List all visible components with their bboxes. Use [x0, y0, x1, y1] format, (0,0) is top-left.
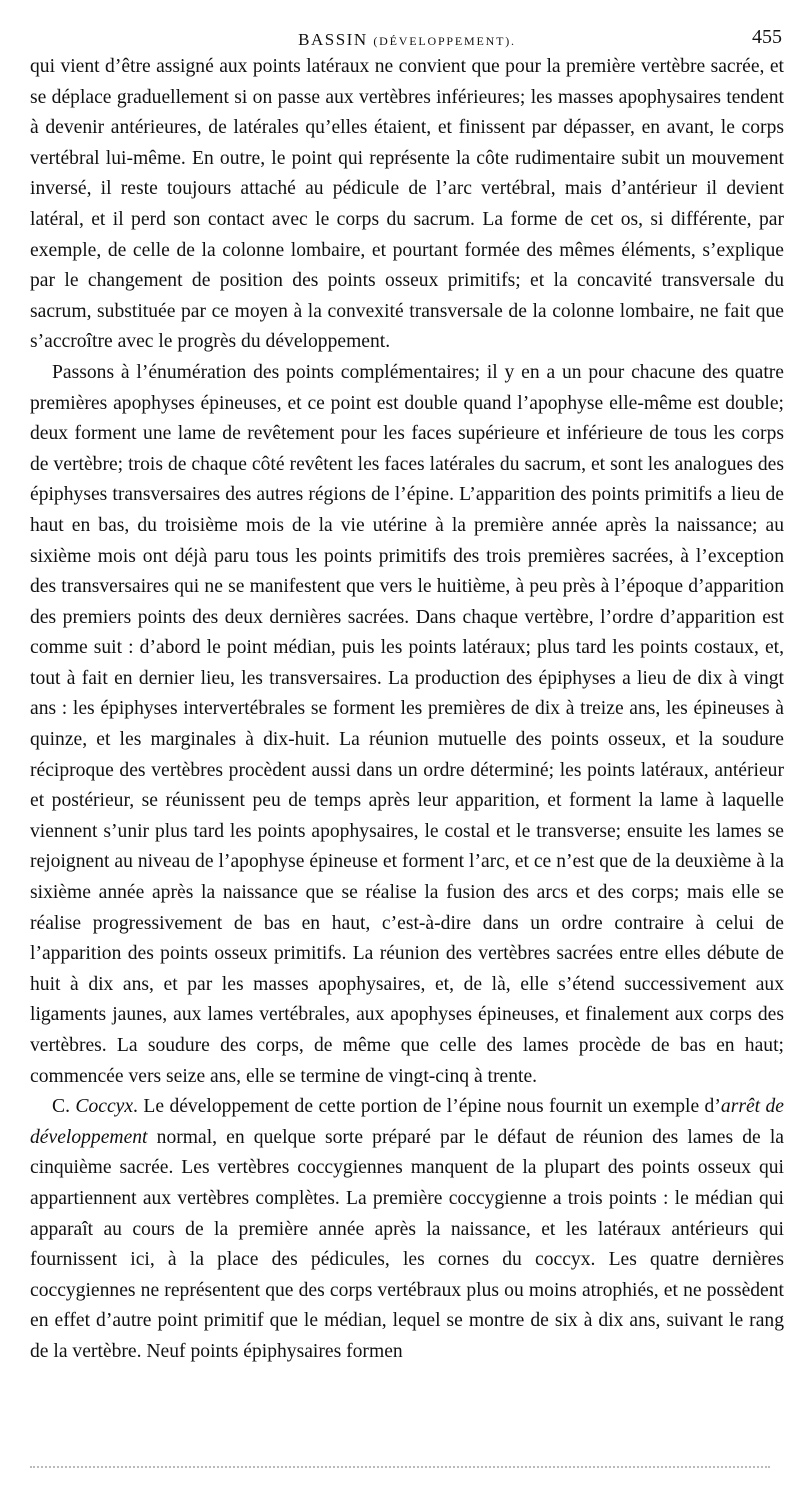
page-bottom-specks	[30, 1466, 770, 1472]
paragraph-3-section-title: Coccyx	[75, 1096, 134, 1118]
paragraph-3-seg-1: C.	[52, 1096, 76, 1118]
paragraph-3-coccyx	[30, 1092, 784, 1367]
paragraph-1-text: qui vient d’être assigné aux points latéraux ne convient que pour la première vertèbre sacrée, et se déplace graduellement si on passe aux vertèbres inférieures; les masses apophysaires tendent à devenir antérieures, de latérales qu’elles étaient, et finissent par dépasser, en avant, le corps vertébral lui-même. En outre, le point qui représente la côte rudimentaire subit un mouvement inversé, il reste toujours attaché au pédicule de l’arc vertébral, mais d’antérieur il devient latéral, et il perd son contact avec le corps du sacrum. La forme de cet os, si différente, par exemple, de celle de la colonne lombaire, et pourtant formée des mêmes éléments, s’explique par le changement de position des points osseux primitifs; et la concavité transversale du sacrum, substituée par ce moyen à la convexité transversale de la colonne lombaire, ne fait que s’accroître avec le progrès du développement.	[30, 56, 784, 353]
page-number: 455	[752, 26, 782, 48]
paragraph-3-seg-3: . Le développement de cette portion de l’épine nous fournit un exemple d’	[133, 1096, 721, 1118]
running-title	[30, 30, 784, 50]
paragraph-3-seg-5: normal, en quelque sorte préparé par le défaut de réunion des lames de la cinquième sacrée. Les vertèbres coccygiennes manquent de la plupart des points osseux qui appartiennent aux vertèbres complètes. La première coccygienne a trois points : le médian qui apparaît au cours de la première année après la naissance, et les latéraux antérieurs qui fournissent ici, à la place des pédicules, les cornes du coccyx. Les quatre dernières coccygiennes ne représentent que des corps vertébraux plus ou moins atrophiés, et ne possèdent en effet d’autre point primitif que le médian, lequel se montre de six à dix ans, suivant le rang de la vertèbre. Neuf points épiphysaires formen	[30, 1126, 784, 1362]
paragraph-1	[30, 52, 784, 358]
paragraph-2	[30, 358, 784, 1092]
running-title-sub: (DÉVELOPPEMENT).	[373, 34, 516, 48]
paragraph-2-text: Passons à l’énumération des points complémentaires; il y en a un pour chacune des quatre premières apophyses épineuses, et ce point est double quand l’apophyse elle-même est double; deux forment une lame de revêtement pour les faces supérieure et inférieure de tous les corps de vertèbre; trois de chaque côté revêtent les faces latérales du sacrum, et sont les analogues des épiphyses transversaires des autres régions de l’épine. L’apparition des points primitifs a lieu de haut en bas, du troisième mois de la vie utérine à la première année après la naissance; au sixième mois ont déjà paru tous les points primitifs des trois premières sacrées, à l’exception des transversaires qui ne se manifestent que vers le huitième, à peu près à l’époque d’apparition des premiers points des deux dernières sacrées. Dans chaque vertèbre, l’ordre d’apparition est comme suit : d’abord le point médian, puis les points latéraux; plus tard les points costaux, et, tout à fait en dernier lieu, les transversaires. La production des épiphyses a lieu de dix à vingt ans : les épiphyses intervertébrales se forment les premières de dix à treize ans, les épineuses à quinze, et les marginales à dix-huit. La réunion mutuelle des points osseux, et la soudure réciproque des vertèbres procèdent aussi dans un ordre déterminé; les points latéraux, antérieur et postérieur, se réunissent peu de temps après leur apparition, et forment la lame à laquelle viennent s’unir plus tard les points apophysaires, le costal et le transverse; ensuite les lames se rejoignent au niveau de l’apophyse épineuse et forment l’arc, et ce n’est que de la deuxième à la sixième année après la naissance que se réalise la fusion des arcs et des corps; mais elle se réalise progressivement de bas en haut, c’est-à-dire dans un ordre contraire à celui de l’apparition des points osseux primitifs. La réunion des vertèbres sacrées entre elles débute de huit à dix ans, et par les masses apophysaires, et, de là, elle s’étend successivement aux ligaments jaunes, aux lames vertébrales, aux apophyses épineuses, et finalement aux corps des vertèbres. La soudure des corps, de même que celle des lames procède de bas en haut; commencée vers seize ans, elle se termine de vingt-cinq à trente.	[30, 361, 784, 1087]
body-text	[30, 52, 784, 1368]
running-head	[30, 22, 784, 52]
paragraph-3-emphasis: arrêt de développement	[30, 1096, 784, 1148]
book-page	[30, 22, 784, 1368]
running-title-main: BASSIN	[298, 30, 368, 49]
